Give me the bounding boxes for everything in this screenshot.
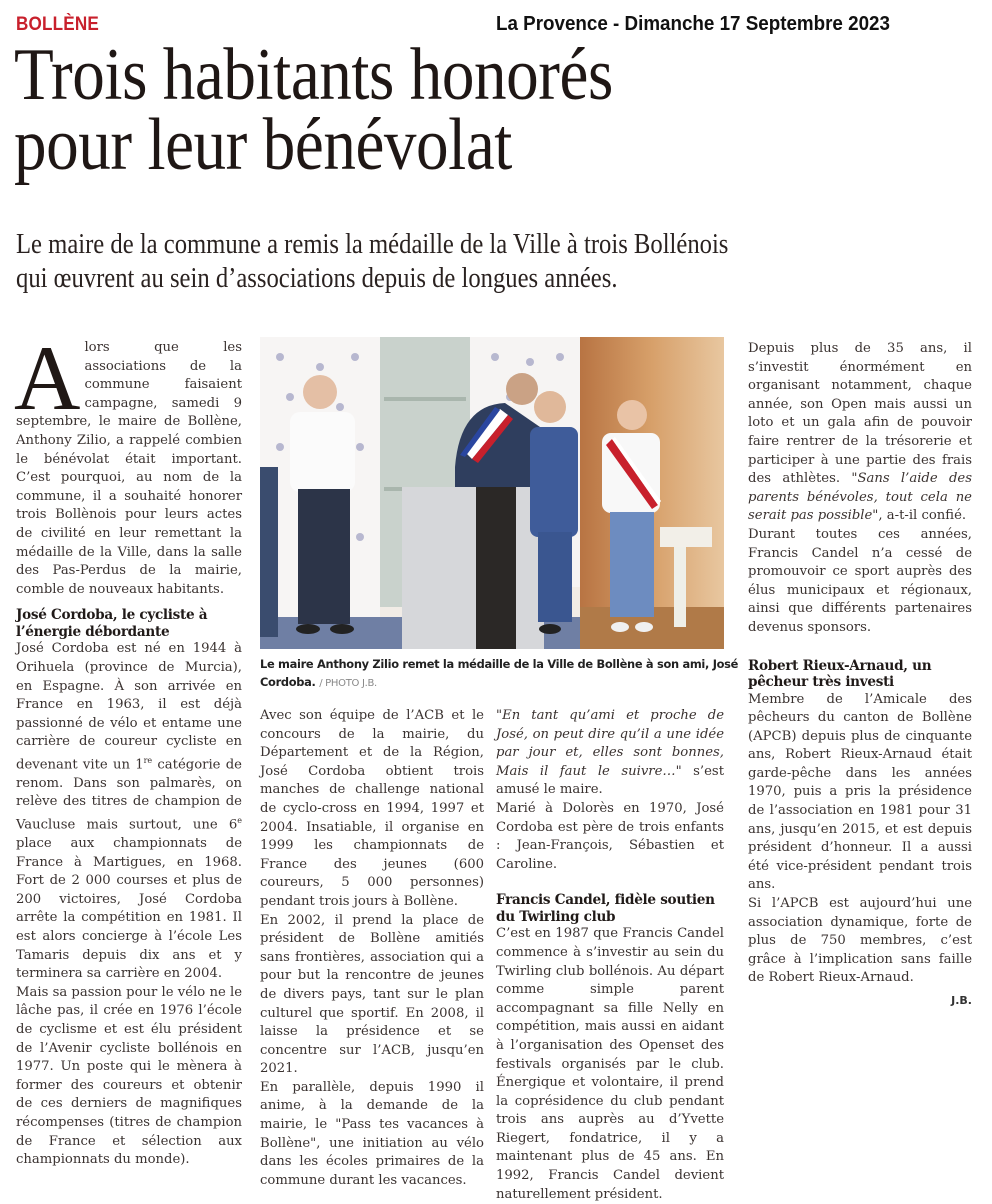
photo-caption <box>260 655 740 693</box>
article-column-1 <box>14 327 242 1170</box>
article-column-2-text <box>260 707 484 1190</box>
paragraph: Durant toutes ces années, Francis Candel n’a cessé de promouvoir ce sport auprès des élus municipaux et régionaux, ainsi que différents partenaires devenus sponsors. <box>748 526 972 635</box>
paragraph: Marié à Dolorès en 1970, José Cordoba est père de trois enfants : Jean-François, Sébastien et Caroline. <box>496 800 724 872</box>
headline-line-1: Trois habitants honorés <box>14 34 613 116</box>
paragraph: Avec son équipe de l’ACB et le concours de la mairie, du Département et de la Région, José Cordoba obtient trois manches de challenge national de cyclo-cross en 1994, 1997 et 2004. Insatiable, il organise en 1999 les championnats de France des jeunes (600 coureurs, 5 000 personnes) pendant trois jours à Bollène. <box>260 708 484 909</box>
standfirst-line-1: Le maire de la commune a remis la médaille de la Ville à trois Bollénois <box>16 229 729 260</box>
quote-paragraph <box>496 707 724 800</box>
text-run: catégorie de renom. Dans son palmarès, on relève des titres de champion de Vaucluse mais surtout, une 6 <box>16 757 242 833</box>
article-column-4 <box>748 340 972 1011</box>
paragraph: Si l’APCB est aujourd’hui une association dynamique, forte de plus de 750 membres, c’est grâce à l’implication sans faille de Robert Rieux-Arnaud. <box>748 896 972 986</box>
candel-quote: "Sans l’aide des parents bénévoles, tout cela ne serait pas possible" <box>748 471 972 524</box>
photo-credit: / PHOTO J.B. <box>319 678 377 689</box>
subhead-robert-rieux-arnaud: Robert Rieux-Arnaud, un pêcheur très investi <box>748 657 932 690</box>
paragraph: C’est en 1987 que Francis Candel commence à s’investir au sein du Twirling club bollénois. Au départ comme simple parent accompagnant sa fille Nelly en compétition, mais aussi en aidant à l’organisation des Openset des festivals organisés par le club. Énergique et volontaire, il prend la coprésidence du club pendant trois ans auprès au d’Yvette Riegert, fondatrice, il y a maintenant plus de 45 ans. En 1992, Francis Candel devient naturellement président. <box>496 926 724 1202</box>
headline <box>14 34 806 186</box>
intro-text: lors que les associations de la commune faisaient campagne, samedi 9 septembre, le maire de Bollène, Anthony Zilio, a rappelé combien le bénévolat était important. C’est pourquoi, au nom de la commune, il a souhaité honorer trois Bollènois pour leurs actes de civilité en leur remettant la médaille de la Ville, dans la salle des Pas-Perdus de la mairie, comble de nouveaux habitants. <box>16 340 242 597</box>
headline-line-2: pour leur bénévolat <box>14 104 512 186</box>
superscript: e <box>237 816 242 826</box>
caption-text: Le maire Anthony Zilio remet la médaille de la Ville de Bollène à son ami, José Cordoba. <box>260 657 739 689</box>
text-run: , a-t-il confié. <box>878 508 967 524</box>
superscript: re <box>143 755 153 765</box>
publication-dateline: La Provence - Dimanche 17 Septembre 2023 <box>496 13 890 35</box>
intro-paragraph <box>14 327 242 599</box>
text-run: José Cordoba est né en 1944 à Orihuela (province de Murcia), en Espagne. À son arrivée en France en 1963, il est déjà passionné de vélo et entame une carrière de coureur cycliste en devenant vite un 1 <box>16 641 242 773</box>
section-rubric: BOLLÈNE <box>16 14 99 35</box>
text-run: place aux championnats de France à Martigues, en 1968. Fort de 2 000 courses et plus de 200 victoires, José Cordoba arrête la compétition en 1981. Il est alors concierge à l’école Les Tamaris depuis dix ans et y terminera sa carrière en 2004. <box>16 836 242 982</box>
subhead-francis-candel: Francis Candel, fidèle soutien du Twirling club <box>496 892 715 925</box>
paragraph: En parallèle, depuis 1990 il anime, à la demande de la mairie, le "Pass tes vacances à Bollène", une initiation au vélo dans les écoles primaires de la commune durant les vacances. <box>260 1079 484 1188</box>
text-run: s’est amusé le maire. <box>496 763 724 798</box>
standfirst <box>16 228 861 296</box>
drop-cap: A <box>14 327 81 429</box>
author-signature: J.B. <box>951 994 972 1007</box>
article-column-3 <box>496 707 724 1202</box>
paragraph: Membre de l’Amicale des pêcheurs du canton de Bollène (APCB) depuis plus de cinquante ans, Robert Rieux-Arnaud était garde-pêche dans les années 1970, puis a pris la présidence de l’association en 1981 pour 31 ans, jusqu’en 2015, et est depuis président d’honneur. Il a aussi été vice-président pendant trois ans. <box>748 691 972 893</box>
standfirst-line-2: qui œuvrent au sein d’associations depuis de longues années. <box>16 263 618 294</box>
paragraph: Mais sa passion pour le vélo ne le lâche pas, il crée en 1976 l’école de cyclisme et est élu président de l’Avenir cycliste bollénois en 1977. Un poste qui le mènera à former des coureurs et obtenir de ces derniers de magnifiques récompenses (titres de champion de France et sélection aux championnats du monde). <box>16 984 242 1168</box>
paragraph <box>16 640 242 983</box>
subhead-jose-cordoba: José Cordoba, le cycliste à l’énergie débordante <box>16 607 208 640</box>
column-2-flow <box>260 372 484 391</box>
paragraph: Depuis plus de 35 ans, il s’investit énormément en organisant notamment, chaque année, son Open mais aussi un loto et un gala afin de pouvoir faire rentrer de la trésorerie et participer à une partie des frais des athlètes. <box>748 341 972 487</box>
mayor-quote: "En tant qu’ami et proche de José, on peut dire qu’il a une idée par jour et, elles sont bonnes, Mais il faut le suivre…" <box>496 708 724 779</box>
paragraph: En 2002, il prend la place de président de Bollène amitiés sans frontières, association qui a pour but la rencontre de jeunes de divers pays, tant sur le plan culturel que sportif. En 2008, il laisse la présidence et se concentre sur l’ACB, jusqu’en 2021. <box>260 912 484 1077</box>
